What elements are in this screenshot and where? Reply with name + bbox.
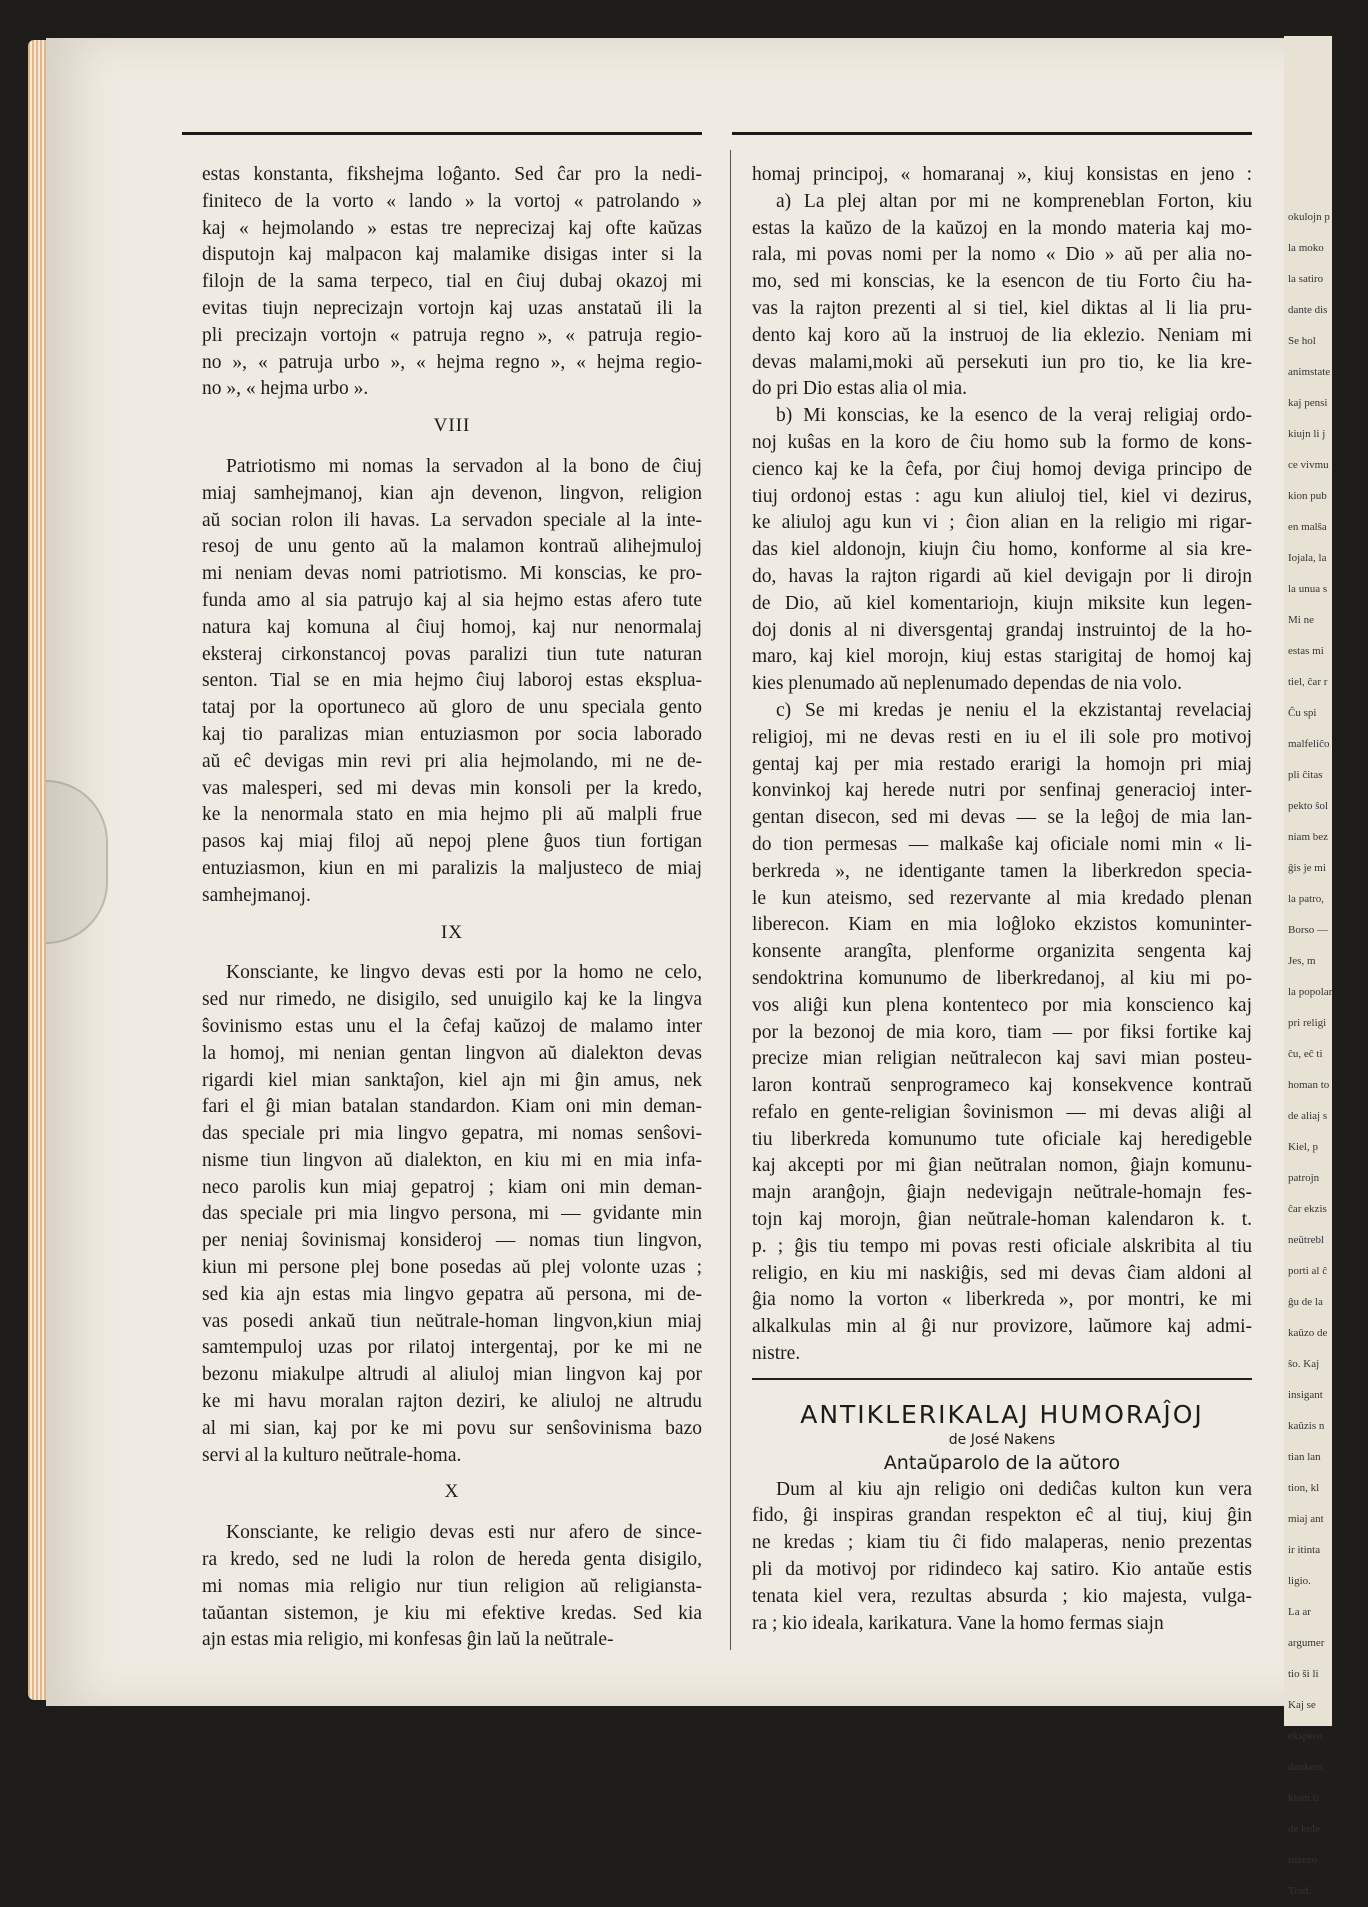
paragraph-c: [752, 698, 1252, 1368]
edge-fragment: la satiro: [1288, 273, 1324, 285]
text-line: nisme tiun lingvon aŭ dialekton, en kiu mi en mia infa-: [202, 1149, 702, 1171]
text-line: vas posedi ankaŭ tiun neŭtrale-homan lingvon,kiun miaj: [202, 1310, 702, 1332]
top-rule-left: [182, 132, 702, 135]
edge-fragment: tio ŝi li: [1288, 1668, 1319, 1680]
text-line: mo, sed mi konscias, ke la esencon de tiu Forto ĉiu ha-: [752, 271, 1252, 293]
edge-fragment: Iojala, la: [1288, 552, 1327, 564]
text-line: kaj « hejmolando » estas tre neprecizaj kaj ofte kaŭzas: [202, 217, 702, 239]
page-edges: [28, 40, 48, 1700]
text-line: mi nomas mia religio nur tiun religion aŭ religiansta-: [202, 1575, 702, 1597]
article-author: de José Nakens: [948, 1431, 1056, 1448]
text-line: evitas tiujn neprecizajn vortojn kaj uzas anstataŭ ili la: [202, 297, 702, 319]
text-line: ke mi havu moralan rajton deziri, ke aliuloj ne altrudu: [202, 1391, 702, 1413]
edge-fragment: ruzezo: [1288, 1854, 1318, 1866]
edge-fragment: kiam ti: [1288, 1792, 1319, 1804]
edge-fragment: ĉu, eĉ ti: [1288, 1048, 1323, 1060]
article-subtitle: Antaŭparolo de la aŭtoro: [883, 1451, 1121, 1474]
text-line: no », « patruja urbo », « hejma regno », « hejma regio-: [202, 351, 702, 373]
text-line: religio, en kiu mi naskiĝis, sed mi devas ĉiam aldoni al: [752, 1262, 1252, 1284]
section-heading-x: X: [444, 1481, 460, 1503]
column-divider: [730, 150, 731, 1650]
text-line: la homoj, mi nenian gentan lingvon aŭ dialekton devas: [202, 1042, 702, 1064]
edge-fragment: homan to: [1288, 1079, 1330, 1091]
text-line: c) Se mi kredas je neniu el la ekzistantaj revelaciaj: [776, 699, 1252, 721]
edge-fragment: Jes, m: [1288, 955, 1316, 967]
edge-fragment: niam bez: [1288, 831, 1329, 843]
edge-fragment: Se hol: [1288, 335, 1316, 347]
text-line: dento kaj koro aŭ la instruoj de lia eklezio. Neniam mi: [752, 324, 1252, 346]
text-line: ke aliuloj agu kun vi ; ĉion alian en la religio mi rigar-: [752, 512, 1252, 534]
text-line: natura kaj komuna al ĉiuj homoj, kaj nur nenormalaj: [202, 616, 702, 638]
paragraph-continued: [202, 162, 702, 403]
edge-fragment: kaŭzis n: [1288, 1420, 1325, 1432]
edge-fragment: en malŝa: [1288, 521, 1327, 533]
edge-fragment: la unua s: [1288, 583, 1328, 595]
text-line: kiun mi persone plej bone posedas aŭ plej volonte uzas ;: [202, 1257, 702, 1279]
edge-fragment: La ar: [1288, 1606, 1311, 1618]
text-line: Konsciante, ke religio devas esti nur afero de sincе-: [226, 1522, 702, 1544]
text-line: Konsciante, ke lingvo devas esti por la homo ne celo,: [226, 962, 702, 984]
edge-fragment: okulojn p: [1288, 211, 1330, 223]
text-line: samhejmanoj.: [202, 884, 311, 906]
text-line: ŝovinismo estas unu el la ĉefaj kaŭzoj de malamo inter: [202, 1015, 702, 1037]
edge-fragment: ĝu de la: [1288, 1296, 1323, 1308]
text-line: berkreda », ne identigante tamen la liberkredon specia-: [752, 860, 1252, 882]
edge-fragment: tiel, ĉar r: [1288, 676, 1328, 688]
text-line: devas malami,moki aŭ persekuti iun pro tio, ke lia kre-: [752, 351, 1252, 373]
text-line: per neniaj ŝovinismaj konsideroj — nomas tiun lingvon,: [202, 1230, 702, 1252]
text-line: kies plenumado aŭ neplenumado dependas de nia volo.: [752, 673, 1182, 695]
text-line: alkalkulas min al ĝi nur provizore, laŭmore kaj admi-: [752, 1316, 1252, 1338]
edge-fragment: argumer: [1288, 1637, 1325, 1649]
text-line: Dum al kiu ajn religio oni dediĉas kulton kun vera: [776, 1478, 1252, 1500]
text-line: eksteraj cirkonstancoj povas paralizi tiun tute naturan: [202, 643, 702, 665]
text-line: miaj samhejmanoj, kian ajn devenon, lingvon, religion: [202, 482, 702, 504]
text-line: tiu liberkreda komunumo tute oficiale kaj heredigeble: [752, 1128, 1252, 1150]
edge-fragment: kion pub: [1288, 490, 1327, 502]
text-line: p. ; ĝis tiu tempo mi povas resti oficiale alskribita al tiu: [752, 1235, 1252, 1257]
text-line: entuziasmon, kiun en mi paralizis la maljusteco de miaj: [202, 857, 702, 879]
text-line: funda amo al sia patrujo kaj al sia hejmo estas afero tute: [202, 589, 702, 611]
edge-fragment: ekspero: [1288, 1730, 1323, 1742]
edge-fragment: la moko: [1288, 242, 1324, 254]
right-column: [752, 162, 1252, 1637]
paragraph-ix: [202, 960, 702, 1469]
text-line: de Dio, aŭ kiel komentariojn, kiujn miksite kun legen-: [752, 592, 1252, 614]
text-line: do pri Dio estas alia ol mia.: [752, 378, 967, 400]
edge-fragment: dante dis: [1288, 304, 1328, 316]
text-line: laron kontraŭ senprogrameco kaj konsekvence kontraŭ: [752, 1075, 1252, 1097]
text-line: kaj akcepti por mi ĝian neŭtralan nomon, ĝiajn komunu-: [752, 1155, 1252, 1177]
edge-fragment: de aliaj s: [1288, 1110, 1328, 1122]
edge-fragment: ĝis je mi: [1288, 862, 1326, 874]
edge-fragment: pli ĉitas: [1288, 769, 1323, 781]
edge-fragment: malfeliĉo: [1288, 738, 1330, 750]
text-line: b) Mi konscias, ke la esenco de la veraj religiaj ordo-: [776, 405, 1252, 427]
text-line: ra kredo, sed ne ludi la rolon de hereda genta disigilo,: [202, 1549, 702, 1571]
text-line: servi al la kulturo neŭtrale-homa.: [202, 1444, 462, 1466]
edge-fragment: neŭtrebl: [1288, 1234, 1325, 1246]
text-line: nistre.: [752, 1343, 801, 1365]
edge-fragment: pri religi: [1288, 1017, 1327, 1029]
text-line: liberecon. Kiam en mia loĝloko ekzistos komuninter-: [752, 914, 1252, 936]
text-line: bezonu miakulpe altrudi al aliuloj mian lingvon kaj por: [202, 1364, 702, 1386]
text-line: neco parolis kun miaj gepatroj ; kiam oni min deman-: [202, 1176, 702, 1198]
text-line: finiteco de la vorto « lando » la vortoj « patrolando »: [202, 190, 702, 212]
section-heading-ix: IX: [440, 921, 464, 943]
text-line: al mi sian, kaj por ke mi povu sur senŝovinisma bazo: [202, 1417, 702, 1439]
edge-fragment: animstate: [1288, 366, 1331, 378]
text-line: ĝia nomo la vorton « liberkreda », por montri, ke mi: [752, 1289, 1252, 1311]
text-line: vas la rajton prezenti al si tiel, kiel diktas al li lia pru-: [752, 297, 1252, 319]
edge-fragment: tian lan: [1288, 1451, 1321, 1463]
text-line: resoj de unu gento aŭ la malamon kontraŭ alihejmuloj: [202, 536, 702, 558]
text-line: do, havas la rajton rigardi aŭ kiel devigajn por li diroјn: [752, 565, 1252, 587]
edge-fragment: Trad.: [1288, 1885, 1312, 1897]
article-separator: [752, 1378, 1252, 1380]
text-line: gentan disecon, sed mi devas — se la leĝoj de mia lan-: [752, 807, 1252, 829]
edge-fragment: pekto ŝol: [1288, 800, 1329, 812]
text-line: precize mian religian neŭtralecon kaj savi mian posteu-: [752, 1048, 1252, 1070]
edge-fragment: ce vivmu: [1288, 459, 1329, 471]
edge-fragment: miaj ant: [1288, 1513, 1324, 1525]
article-paragraph: [752, 1477, 1252, 1638]
edge-fragment: Borso —: [1288, 924, 1329, 936]
text-line: por la bezonoj de mia koro, tiam — por fiksi fortike kaj: [752, 1021, 1252, 1043]
text-line: sed nur rimedo, ne disigilo, sed unuigilo kaj ke la lingva: [202, 989, 702, 1011]
edge-fragment: Mi ne: [1288, 614, 1314, 626]
edge-fragment: dankem: [1288, 1761, 1323, 1773]
text-line: vos aliĝi kun plena kontenteco por mia konscienco kaj: [752, 994, 1252, 1016]
paragraph-b: [752, 403, 1252, 698]
text-line: taŭantan sistemon, je kiu mi efektive kredas. Sed kia: [202, 1602, 702, 1624]
edge-fragment: kaŭzo de: [1288, 1327, 1328, 1339]
text-line: kaj tio paralizas mian entuziasmon por socia laborado: [202, 723, 702, 745]
edge-fragment: Ĉu spi: [1288, 707, 1317, 719]
text-line: disputojn kaj malpacon kaj malamike disigas inter si la: [202, 244, 702, 266]
text-line: das kiel aldonojn, kiujn ĉiu homo, konforme al sia kre-: [752, 539, 1252, 561]
text-line: estas konstanta, fikshejma loĝanto. Sed ĉar pro la nedi-: [202, 164, 702, 185]
edge-fragment: la patro,: [1288, 893, 1325, 905]
text-line: rigardi kiel mian sanktaĵon, kiel ajn mi ĝin amus, nek: [202, 1069, 702, 1091]
text-line: pasos kaj miaj filoj aŭ nepoj plene ĝuos tiun fortigan: [202, 831, 702, 853]
text-line: das speciale pri mia lingvo persona, mi — gvidante min: [202, 1203, 702, 1225]
text-line: le kun ateismo, sed rezervante al mia kredado plenan: [752, 887, 1252, 909]
text-line: aŭ eĉ devigas min revi pri alia hejmolando, mi ne de-: [202, 750, 702, 772]
edge-fragment: kaj pensi: [1288, 397, 1328, 409]
edge-fragment: patrojn: [1288, 1172, 1320, 1184]
text-line: ke la nenormala stato en mia hejmo pli aŭ malpli frue: [202, 804, 702, 826]
text-line: do tion permesas — malkaŝe kaj oficiale nomi min « li-: [752, 833, 1252, 855]
text-line: tataj por la oportuneco aŭ gloro de unu speciala gento: [202, 697, 702, 719]
text-line: senton. Tial se en mia hejmo ĉiuj laboroj estas eksplua-: [202, 670, 702, 692]
edge-fragment: ĉar ekzis: [1288, 1203, 1327, 1215]
text-line: refalo en gente-religian ŝovinismon — mi devas aliĝi al: [752, 1101, 1252, 1123]
text-line: fari el ĝi mian batalan standardon. Kiam oni min deman-: [202, 1096, 702, 1118]
edge-fragment: ir itinta: [1288, 1544, 1321, 1556]
edge-fragment: ŝo. Kaj: [1288, 1358, 1320, 1370]
text-line: religioj, mi ne devas resti en iu el ili sole pro motivoj: [752, 726, 1252, 748]
top-rule-right: [732, 132, 1252, 135]
text-line: tojn kaj morojn, ĝian neŭtrale-homan kalendaron k. t.: [752, 1209, 1252, 1231]
text-line: aŭ socian rolon ili havas. La servadon speciale al la inte-: [202, 509, 702, 531]
text-line: tiuj ordonoj estas : agu kun aliuloj tiel, kiel vi dezirus,: [752, 485, 1252, 507]
text-line: cienco kaj ke la ĉefa, por ĉiuj homoj deviga principo de: [752, 458, 1252, 480]
text-line: a) La plej altan por mi ne kompreneblan Forton, kiu: [776, 190, 1252, 212]
text-line: rala, mi povas nomi per la nomo « Dio » aŭ per alia no-: [752, 244, 1252, 266]
next-page-text: [1288, 202, 1368, 1907]
text-line: ra ; kio ideala, karikatura. Vane la homo fermas siajn: [752, 1612, 1164, 1634]
article-title: ANTIKLERIKALAJ HUMORAĴOJ: [800, 1399, 1204, 1429]
edge-fragment: de kole: [1288, 1823, 1321, 1835]
text-line: ne kredas ; kiam tiu ĉi fido malaperas, nenio prezentas: [752, 1532, 1252, 1554]
text-line: pli precizajn vortojn « patruja regno », « patruja regio-: [202, 324, 702, 346]
text-line: mi neniam devas nomi patriotismo. Mi konscias, ke pro-: [202, 563, 702, 585]
paragraph-viii: [202, 454, 702, 910]
edge-fragment: porti al ĉ: [1288, 1265, 1328, 1277]
edge-fragment: estas mi: [1288, 645, 1324, 657]
text-line: sed kia ajn estas mia lingvo gepatra aŭ persona, mi de-: [202, 1283, 702, 1305]
text-line: fido, ĝi inspiras grandan respekton eĉ al tiuj, kiuj ĝin: [752, 1505, 1252, 1527]
text-line: maro, kaj kiel morojn, kiuj estas starigitaj de homoj kaj: [752, 646, 1252, 668]
text-line: estas la kaŭzo de la kaŭzoj en la mondo materia kaj mo-: [752, 217, 1252, 239]
text-line: konsente arangîta, plenforme organizita sengenta kaj: [752, 941, 1252, 963]
next-page-edge: [1284, 36, 1333, 1897]
text-line: filojn de la sama terpeco, tial en ĉiuj dubaj okazoj mi: [202, 271, 702, 293]
edge-fragment: insigant: [1288, 1389, 1323, 1401]
text-line: no », « hejma urbo ».: [202, 378, 369, 400]
text-line: tenata kiel vera, rezultas absurda ; kio majesta, vulga-: [752, 1585, 1252, 1607]
edge-fragment: Kaj se: [1288, 1699, 1316, 1711]
text-line: vas malesperi, sed mi devas min konsoli per la kredo,: [202, 777, 702, 799]
text-line: sendoktrina komunumo de liberkredanoj, al kiu mi po-: [752, 967, 1252, 989]
text-line: gentaj kaj per mia restado erarigi la homojn pri miaj: [752, 753, 1252, 775]
text-line: noj kuŝas en la koro de ĉiu homo sub la formo de kons-: [752, 431, 1252, 453]
text-line: majn aranĝojn, ĝiajn nedevigajn neŭtrale-homajn fes-: [752, 1182, 1252, 1204]
edge-fragment: ligio.: [1288, 1575, 1311, 1587]
text-line: konvinkoj kaj herede nutri por senfinaj generacioj inter-: [752, 780, 1252, 802]
text-line: ajn estas mia religio, mi konfesas ĝin laŭ la neŭtrale-: [202, 1629, 614, 1651]
text-line: doj donis al ni diversgentaj grandaj instruintoj de la ho-: [752, 619, 1252, 641]
paragraph-a: [752, 189, 1252, 403]
edge-fragment: Kiel, p: [1288, 1141, 1318, 1153]
paragraph-x: [202, 1520, 702, 1654]
text-line: pli da motivoj por ridindeco kaj satiro. Kio antaŭe estis: [752, 1559, 1252, 1581]
lead-line: homaj principoj, « homaranaj », kiuj konsistas en jeno :: [752, 164, 1252, 185]
edge-fragment: tion, kl: [1288, 1482, 1320, 1494]
section-heading-viii: VIII: [433, 415, 471, 437]
edge-fragment: la popolar: [1288, 986, 1333, 998]
edge-fragment: kiujn li j: [1288, 428, 1326, 440]
text-line: das speciale pri mia lingvo gepatra, mi nomas senŝovi-: [202, 1123, 702, 1145]
left-column: [202, 162, 702, 1654]
text-line: samtempuloj uzas por rilatoj intergentaj, por ke mi ne: [202, 1337, 702, 1359]
text-line: Patriotismo mi nomas la servadon al la bono de ĉiuj: [226, 455, 702, 477]
